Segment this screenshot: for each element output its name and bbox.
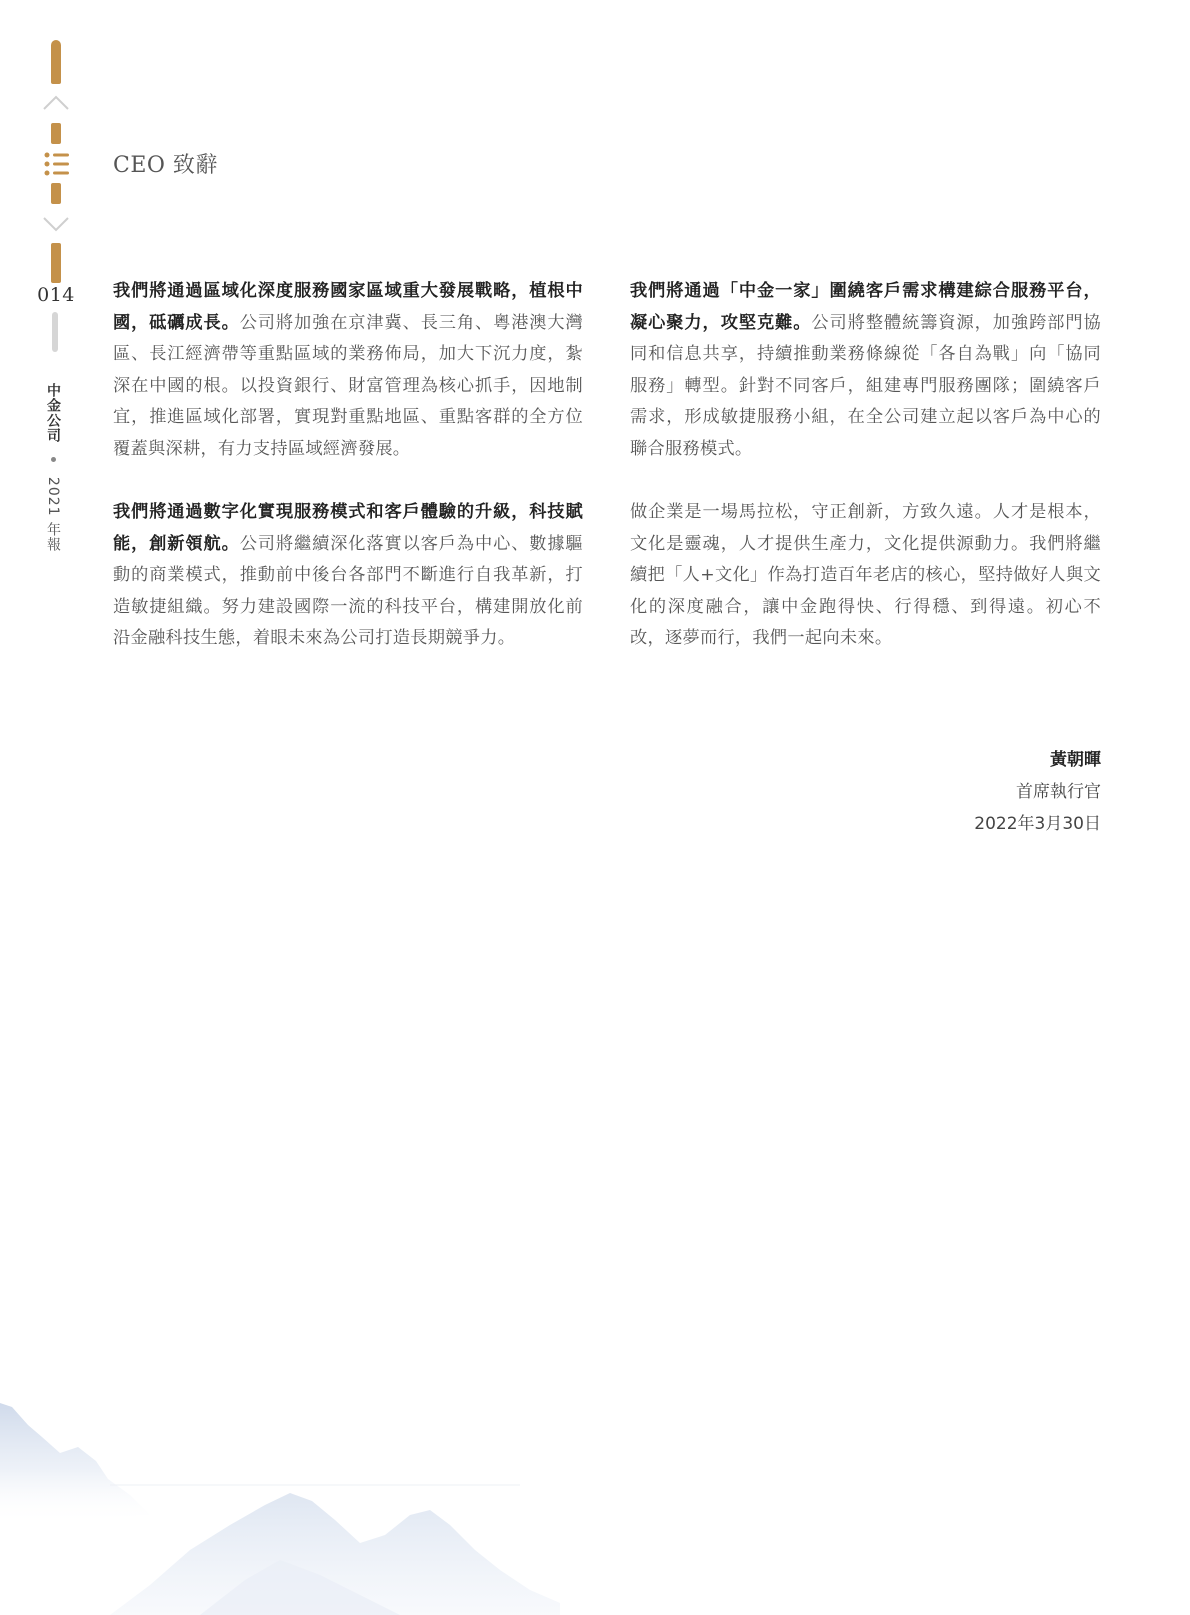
paragraph-digital [113,497,583,655]
paragraph-body: 公司將加強在京津冀、長三角、粵港澳大灣區、長江經濟帶等重點區域的業務佈局，加大下沉力度，紮深在中國的根。以投資銀行、財富管理為核心抓手，因地制宜，推進區域化部署，實現對重點地區、重點客群的全方位覆蓋與深耕，有力支持區域經濟發展。 [113,312,583,459]
chevron-up-icon[interactable] [41,92,71,114]
signatory-role: 首席執行官 [1016,782,1101,802]
left-column [113,276,583,687]
paragraph-lead: 我們將通過區域化深度服務國家區域重大發展戰略，植根中國，砥礪成長。 [113,281,583,333]
side-caption [43,383,63,552]
paragraph-body: 公司將整體統籌資源，加強跨部門協同和信息共享，持續推動業務條線從「各自為戰」向「協同服務」轉型。針對不同客戶，組建專門服務團隊；圍繞客戶需求，形成敏捷服務小組，在全公司建立起以客戶為中心的聯合服務模式。 [630,312,1101,459]
paragraph-regional [113,276,583,465]
nav-rail-progress [52,312,58,352]
page-title: CEO 致辭 [113,153,218,178]
paragraph-lead: 我們將通過「中金一家」圍繞客戶需求構建綜合服務平台，凝心聚力，攻堅克難。 [630,281,1101,333]
nav-rail-low-bar [51,243,61,283]
paragraph-closing [630,497,1101,655]
signature-block [974,744,1101,840]
paragraph-body: 公司將繼續深化落實以客戶為中心、數據驅動的商業模式，推動前中後台各部門不斷進行自我革新，打造敏捷組織。努力建設國際一流的科技平台，構建開放化前沿金融科技生態，着眼未來為公司打造長期競爭力。 [113,533,583,648]
signature-date: 2022年3月30日 [974,814,1101,834]
chevron-down-icon[interactable] [41,213,71,235]
right-column [630,276,1101,687]
mountain-decoration [0,1375,560,1615]
paragraph-body: 做企業是一場馬拉松，守正創新，方致久遠。人才是根本，文化是靈魂，人才提供生產力，文化提供源動力。我們將繼續把「人+文化」作為打造百年老店的核心，堅持做好人與文化的深度融合，讓中金跑得快、行得穩、到得遠。初心不改，逐夢而行，我們一起向未來。 [630,502,1101,648]
paragraph-one-cicc [630,276,1101,465]
report-name: 2021 年報 [45,476,61,552]
nav-rail-top-bar [51,40,61,84]
brand-name: 中金公司 [45,383,61,443]
signatory-name: 黃朝暉 [1050,750,1101,770]
page-number: 014 [37,284,75,306]
caption-dot [51,457,56,462]
nav-rail-mid-bar-2 [51,183,61,204]
list-menu-icon[interactable] [43,150,71,178]
nav-rail-mid-bar-1 [51,123,61,144]
paragraph-lead: 我們將通過數字化實現服務模式和客戶體驗的升級，科技賦能，創新領航。 [113,502,583,554]
